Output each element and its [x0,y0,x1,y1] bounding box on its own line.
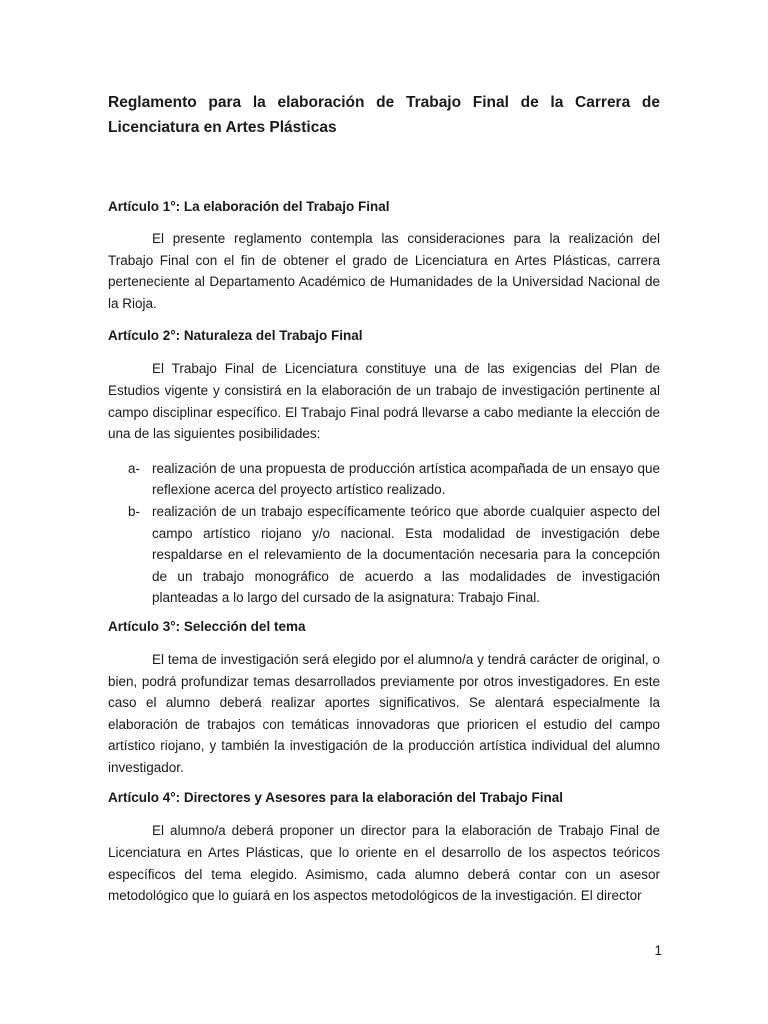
list-item-text: realización de una propuesta de producción artística acompañada de un ensayo que reflexione acerca del proyecto artístico realizado. [152,460,660,498]
article-1-heading: Artículo 1°: La elaboración del Trabajo Final [108,199,390,214]
list-marker: b- [128,503,141,519]
list-item [108,501,660,609]
article-4-paragraph: El alumno/a deberá proponer un director para la elaboración de Trabajo Final de Licenciatura en Artes Plásticas, que lo oriente en el desarrollo de los aspectos teóricos específicos del tema elegido. Asimismo, cada alumno deberá contar con un asesor metodológico que lo guiará en los aspectos metodológicos de la investigación. El director [108,823,660,904]
page-number: 1 [654,943,662,958]
list-marker: a- [128,460,141,476]
article-2-options-list [108,458,660,609]
article-2-heading: Artículo 2°: Naturaleza del Trabajo Final [108,328,363,344]
list-item-text: realización de un trabajo específicamente teórico que aborde cualquier aspecto del campo artístico riojano y/o nacional. Esta modalidad de investigación debe respaldarse en el relevamiento de la documentación necesaria para la concepción de un trabajo monográfico de acuerdo a las modalidades de investigación planteadas a lo largo del cursado de la asignatura: Trabajo Final. [152,503,660,606]
article-3-paragraph: El tema de investigación será elegido por el alumno/a y tendrá carácter de original, o bien, podrá profundizar temas desarrollados previamente por otros investigadores. En este caso el alumno deberá realizar aportes significativos. Se alentará especialmente la elaboración de trabajos con temáticas innovadoras que prioricen el estudio del campo artístico riojano, y también la investigación de la producción artística individual del alumno investigador. [108,651,660,775]
article-4-heading: Artículo 4°: Directores y Asesores para la elaboración del Trabajo Final [108,790,564,806]
article-3-heading: Artículo 3°: Selección del tema [108,618,306,634]
article-2-paragraph: El Trabajo Final de Licenciatura constituye una de las exigencias del Plan de Estudios vigente y consistirá en la elaboración de un trabajo de investigación pertinente al campo disciplinar específico. El Trabajo Final podrá llevarse a cabo mediante la elección de una de las siguientes posibilidades: [108,361,660,442]
list-item [108,458,660,501]
document-title: Reglamento para la elaboración de Trabajo Final de la Carrera de Licenciatura en Artes Plásticas [108,94,660,136]
article-1-paragraph: El presente reglamento contempla las consideraciones para la realización del Trabajo Final con el fin de obtener el grado de Licenciatura en Artes Plásticas, carrera perteneciente al Departamento Académico de Humanidades de la Universidad Nacional de la Rioja. [108,231,660,311]
document-page [108,90,660,907]
